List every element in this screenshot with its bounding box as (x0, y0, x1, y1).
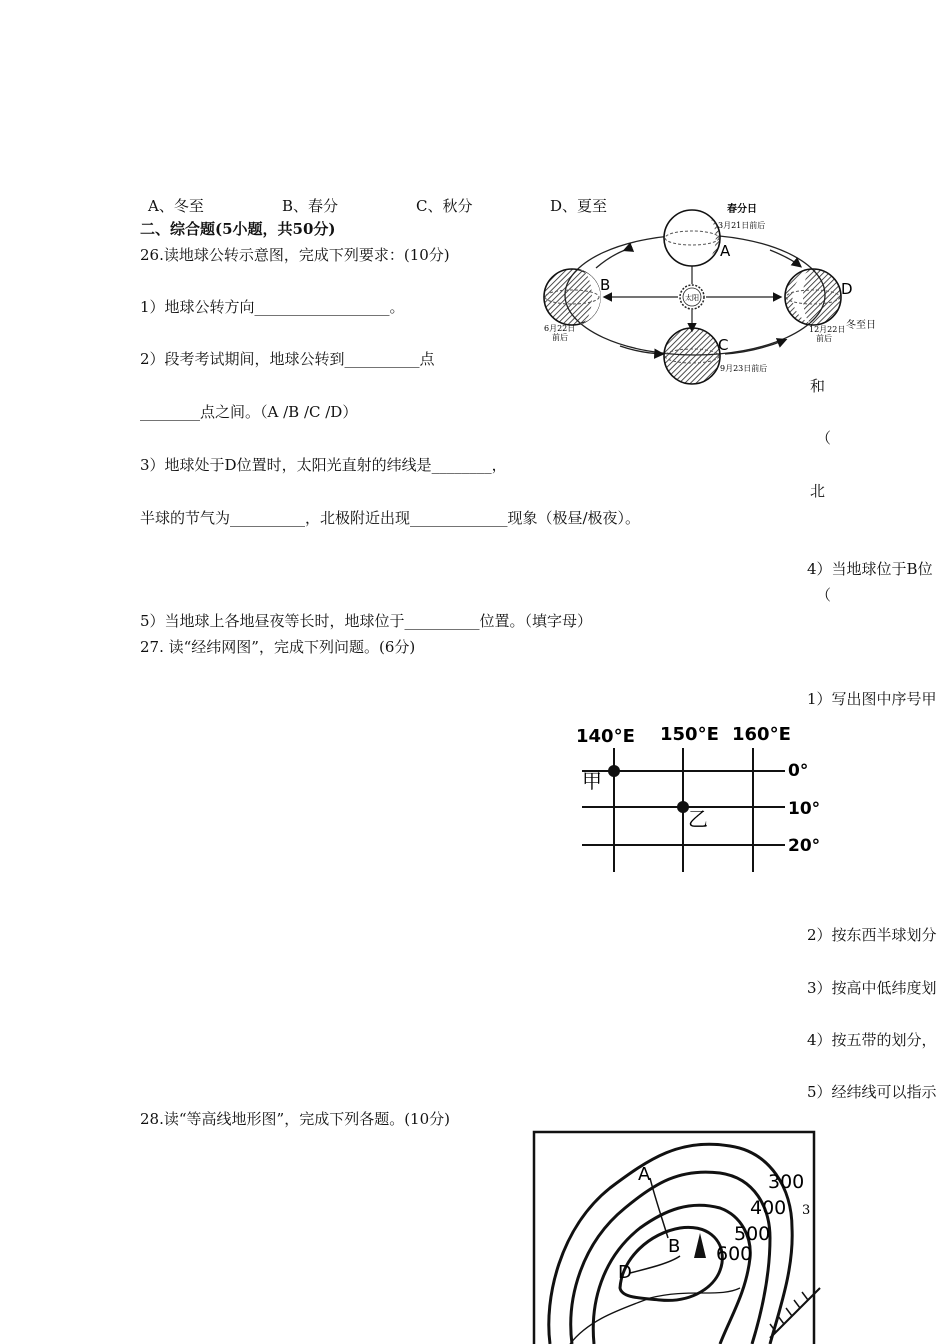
q27-part3: 3）按高中低纬度划 (807, 979, 937, 997)
page-number: 3 (802, 1203, 811, 1218)
q26-right-fragment-3: 北 (810, 482, 826, 500)
option-b: B、春分 (282, 197, 339, 215)
q28-stem: 28.读“等高线地形图”，完成下列各题。(10分) (140, 1110, 450, 1128)
lat-label-20: 20° (788, 836, 821, 856)
q26-right-fragment-1: 和 (810, 377, 826, 395)
contour-label-300: 300 (768, 1171, 805, 1193)
option-a: A、冬至 (148, 197, 204, 215)
contour-label-600: 600 (716, 1243, 753, 1265)
orbit-label-a: A (720, 242, 731, 260)
orbit-date-d: 12月22日 (809, 325, 846, 334)
earth-c (664, 328, 720, 384)
peak-icon (694, 1233, 706, 1258)
q26-right-fragment-2: （ (816, 429, 832, 447)
lat-label-10: 10° (788, 799, 821, 819)
orbit-date-b: 6月22日 (544, 324, 576, 333)
earth-b (544, 269, 601, 325)
earth-d (785, 269, 841, 325)
orbit-date-d2: 前后 (816, 334, 832, 343)
orbit-date-a-title: 春分日 (727, 204, 757, 215)
orbit-label-d: D (841, 280, 853, 298)
orbit-label-c: C (718, 336, 729, 354)
contour-label-b: B (668, 1236, 681, 1257)
contour-label-400: 400 (750, 1197, 787, 1219)
contour-label-a: A (638, 1164, 651, 1185)
orbit-diagram (530, 198, 890, 388)
q26-part2: 2）段考考试期间，地球公转到__________点 (140, 350, 435, 368)
contour-map (530, 1128, 830, 1344)
q26-part3-cont: 半球的节气为__________，北极附近出现_____________现象（极昼/极夜）。 (140, 509, 641, 527)
q26-right-fragment-5: （ (816, 586, 832, 604)
lon-label-140: 140°E (576, 726, 635, 747)
lat-label-0: 0° (788, 761, 809, 781)
orbit-date-a: 3月21日前后 (718, 221, 766, 230)
q26-part3: 3）地球处于D位置时，太阳光直射的纬线是________， (140, 456, 507, 474)
lon-label-160: 160°E (732, 724, 791, 745)
contour-label-d: D (618, 1262, 632, 1283)
section-title: 二、综合题(5小题，共50分) (140, 220, 336, 238)
lon-label-150: 150°E (660, 724, 719, 745)
q26-part1: 1）地球公转方向__________________。 (140, 298, 405, 316)
q27-part2: 2）按东西半球划分 (807, 926, 937, 944)
orbit-date-d-title: 冬至日 (846, 320, 876, 331)
q27-stem: 27. 读“经纬网图”，完成下列问题。(6分) (140, 638, 416, 656)
point-jia-label: 甲 (582, 769, 602, 793)
q27-part4: 4）按五带的划分， (807, 1031, 937, 1049)
option-d: D、夏至 (550, 197, 608, 215)
point-jia-marker (608, 765, 620, 777)
earth-a (664, 210, 720, 266)
contour-label-500: 500 (734, 1223, 771, 1245)
q26-part5: 5）当地球上各地昼夜等长时，地球位于__________位置。（填字母） (140, 612, 593, 630)
orbit-label-b: B (600, 276, 611, 294)
option-c: C、秋分 (416, 197, 473, 215)
q27-part1: 1）写出图中序号甲 (807, 690, 937, 708)
point-yi-label: 乙 (688, 807, 708, 831)
orbit-date-c: 9月23日前后 (720, 364, 768, 373)
q27-part5: 5）经纬线可以指示 (807, 1083, 937, 1101)
q26-part2-cont: ________点之间。（A /B /C /D） (140, 403, 358, 421)
orbit-date-b2: 前后 (552, 333, 568, 342)
q26-part4: 4）当地球位于B位 (807, 560, 933, 578)
q26-stem: 26.读地球公转示意图，完成下列要求：(10分) (140, 246, 450, 264)
latlon-grid (570, 720, 840, 880)
sun-label: 太阳 (685, 294, 699, 302)
